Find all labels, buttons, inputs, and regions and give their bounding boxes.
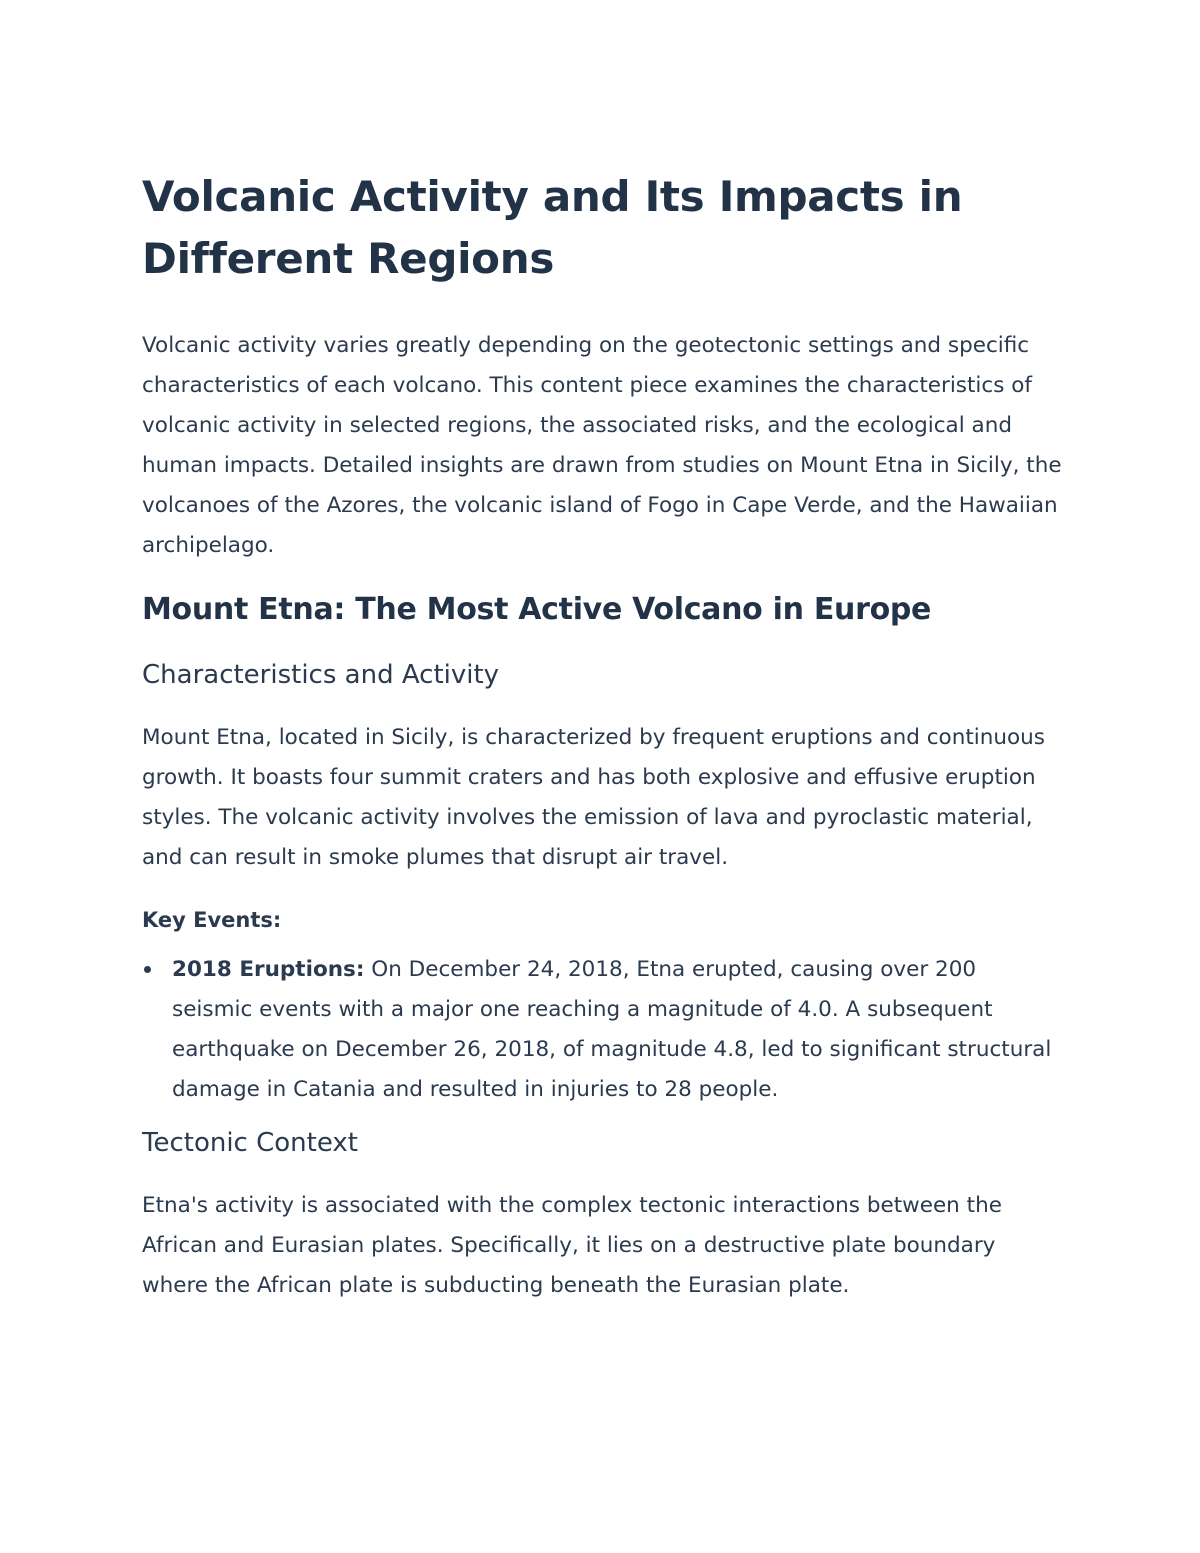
section-heading-etna: Mount Etna: The Most Active Volcano in Europe [142, 592, 932, 627]
event-text: On December 24, 2018, Etna erupted, causing over 200 seismic events with a major one reaching a magnitude of 4.0. A subsequent earthquake on December 26, 2018, of magnitude 4.8, led to significant structural damage in Catania and resulted in injuries to 28 people. [172, 957, 1052, 1102]
tectonic-paragraph: Etna's activity is associated with the complex tectonic interactions between the African and Eurasian plates. Specifically, it lies on a destructive plate boundary where the African plate is subducting beneath the Eurasian plate. [142, 1193, 1002, 1298]
document-page [142, 166, 1062, 1328]
event-label: 2018 Eruptions: [172, 957, 365, 982]
bullet-icon [144, 966, 151, 973]
intro-paragraph: Volcanic activity varies greatly depending on the geotectonic settings and specific characteristics of each volcano. This content piece examines the characteristics of volcanic activity in selected regions, the associated risks, and the ecological and human impacts. Detailed insights are drawn from studies on Mount Etna in Sicily, the volcanoes of the Azores, the volcanic island of Fogo in Cape Verde, and the Hawaiian archipelago. [142, 333, 1062, 558]
list-item [172, 950, 1062, 1110]
key-events-label: Key Events: [142, 908, 282, 932]
subheading-tectonic-context: Tectonic Context [142, 1128, 358, 1158]
subheading-characteristics: Characteristics and Activity [142, 660, 500, 690]
key-events-list [142, 950, 1062, 1110]
document-title: Volcanic Activity and Its Impacts in Different Regions [142, 172, 963, 283]
characteristics-paragraph: Mount Etna, located in Sicily, is characterized by frequent eruptions and continuous growth. It boasts four summit craters and has both explosive and effusive eruption styles. The volcanic activity involves the emission of lava and pyroclastic material, and can result in smoke plumes that disrupt air travel. [142, 725, 1045, 870]
